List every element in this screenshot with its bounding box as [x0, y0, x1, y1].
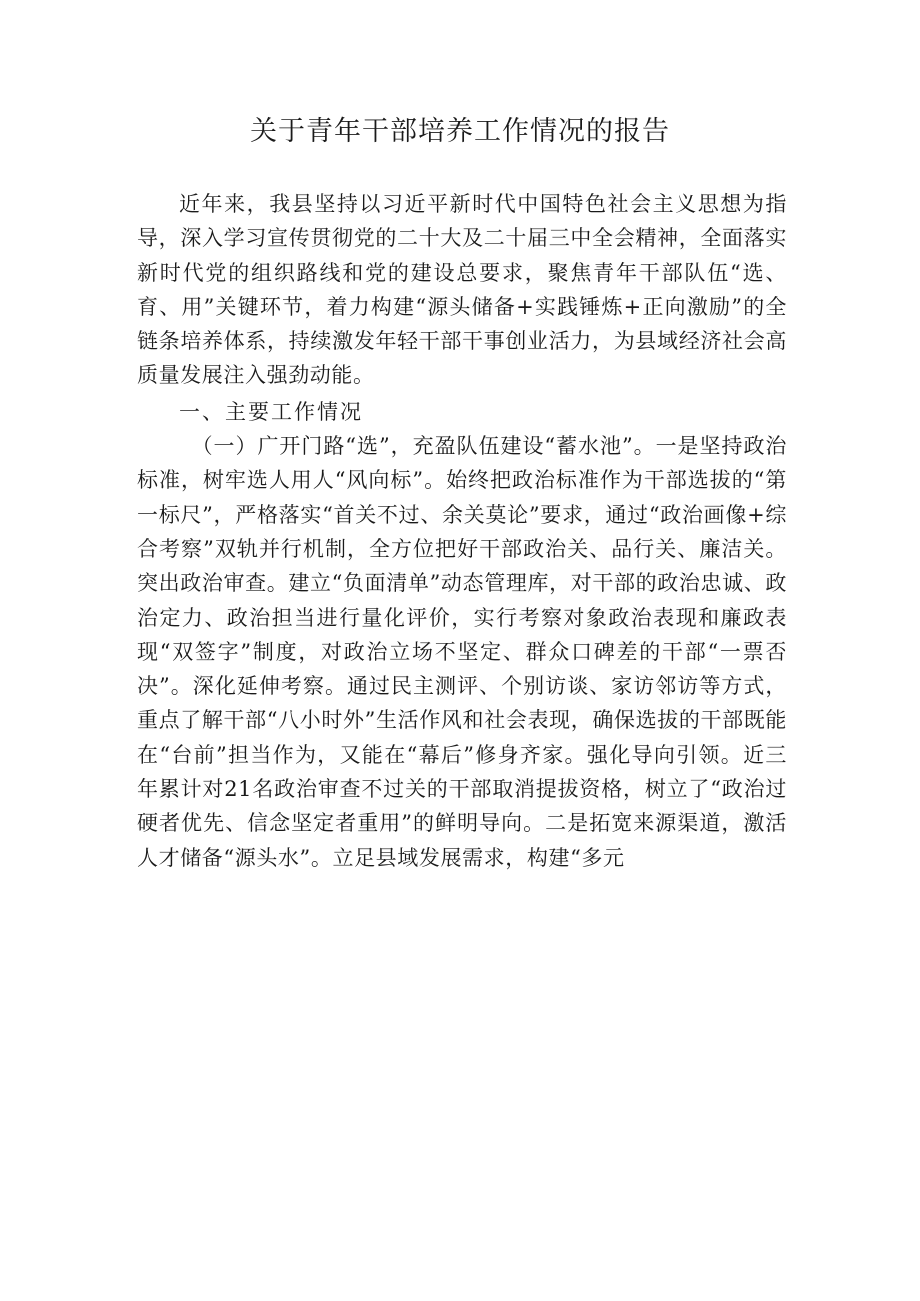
intro-paragraph: 近年来，我县坚持以习近平新时代中国特色社会主义思想为指导，深入学习宣传贯彻党的二十大及二十届三中全会精神，全面落实新时代党的组织路线和党的建设总要求，聚焦青年干部队伍“选、育、用”关键环节，着力构建“源头储备+实践锤炼+正向激励”的全链条培养体系，持续激发年轻干部干事创业活力，为县域经济社会高质量发展注入强劲动能。: [137, 192, 787, 388]
document-body: [137, 187, 787, 875]
section-paragraph: （一）广开门路“选”，充盈队伍建设“蓄水池”。一是坚持政治标准，树牢选人用人“风向标”。始终把政治标准作为干部选拔的“第一标尺”，严格落实“首关不过、余关莫论”要求，通过“政治画像+综合考察”双轨并行机制，全方位把好干部政治关、品行关、廉洁关。突出政治审查。建立“负面清单”动态管理库，对干部的政治忠诚、政治定力、政治担当进行量化评价，实行考察对象政治表现和廉政表现“双签字”制度，对政治立场不坚定、群众口碑差的干部“一票否决”。深化延伸考察。通过民主测评、个别访谈、家访邻访等方式，重点了解干部“八小时外”生活作风和社会表现，确保选拔的干部既能在“台前”担当作为，又能在“幕后”修身齐家。强化导向引领。近三年累计对21名政治审查不过关的干部取消提拔资格，树立了“政治过硬者优先、信念坚定者重用”的鲜明导向。二是拓宽来源渠道，激活人才储备“源头水”。立足县域发展需求，构建“多元: [137, 434, 787, 870]
section-heading-main-work: 一、主要工作情况: [179, 399, 363, 424]
document-title: 关于青年干部培养工作情况的报告: [250, 116, 670, 147]
